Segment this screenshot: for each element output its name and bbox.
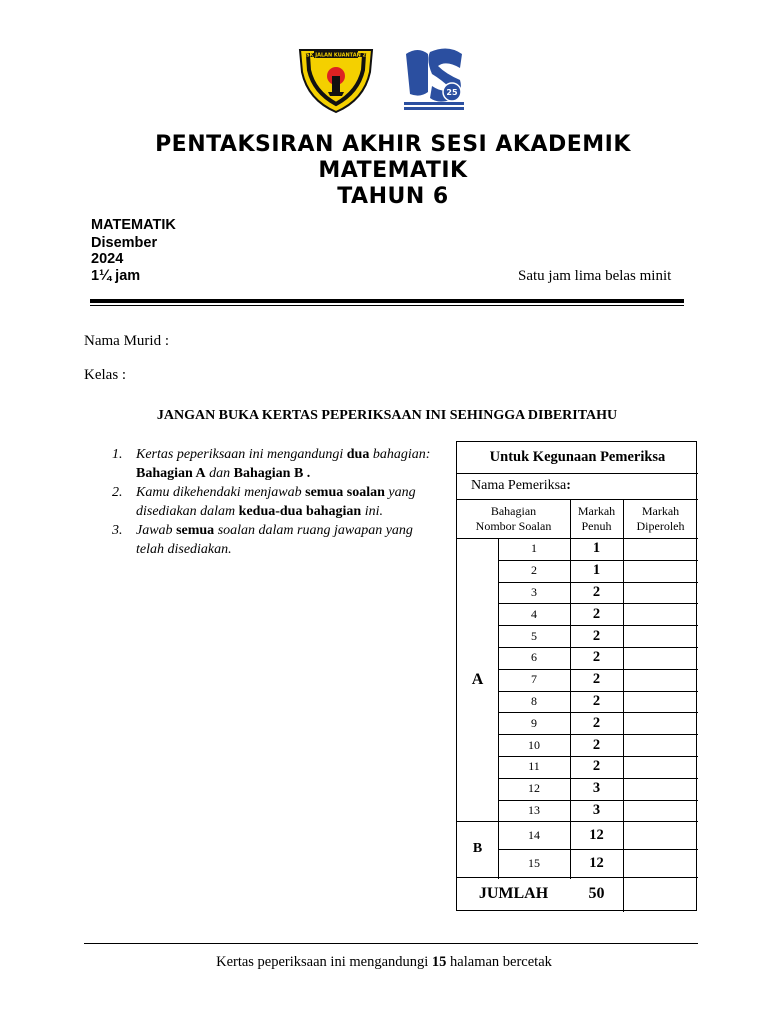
instruction-text: semua: [176, 523, 215, 538]
program-logo: [402, 46, 466, 112]
footer-text: [0, 954, 768, 971]
instruction-text: Kamu dikehendaki menjawab: [136, 485, 306, 500]
duration-label: 1¼ jam: [91, 268, 141, 284]
column-header-marks-obtained: [623, 499, 698, 538]
school-logo: [298, 46, 374, 114]
instruction-text: Jawab: [136, 523, 177, 538]
marks-obtained-field[interactable]: [623, 603, 698, 625]
column-header-section-line2: Nombor Soalan: [475, 518, 552, 533]
full-marks-value: 2: [592, 605, 601, 622]
subject-label: MATEMATIK: [91, 217, 176, 233]
instruction-text: .: [303, 466, 311, 481]
title-line-3: TAHUN 6: [337, 184, 449, 209]
instruction-number: 3.: [112, 523, 123, 538]
question-number: 12: [528, 781, 540, 796]
month-label: Disember: [91, 235, 158, 251]
column-header-section-line1: Bahagian: [490, 503, 537, 518]
question-number: 9: [531, 715, 537, 730]
footer-text-before: Kertas peperiksaan ini mengandungi: [216, 954, 432, 970]
instruction-item: [112, 445, 432, 483]
question-number: 14: [528, 827, 540, 842]
footer-rule: [84, 943, 698, 944]
instruction-text: Kertas peperiksaan ini mengandungi: [136, 447, 347, 462]
full-marks-value: 12: [589, 826, 604, 843]
question-number: 10: [528, 737, 540, 752]
program-logo-number: 25: [446, 88, 458, 97]
marks-obtained-field[interactable]: [623, 734, 698, 756]
full-marks-value: 2: [592, 649, 601, 666]
student-name-label: Nama Murid :: [84, 333, 169, 349]
marks-obtained-field[interactable]: [623, 582, 698, 604]
column-header-section: [457, 499, 570, 538]
full-marks-value: 2: [592, 758, 601, 775]
column-header-marks-obtained-line2: Diperoleh: [636, 518, 685, 533]
header-rule-thin: [90, 305, 684, 306]
marks-obtained-field[interactable]: [623, 647, 698, 669]
full-marks-value: 2: [592, 627, 601, 644]
total-value: 50: [588, 884, 605, 902]
marks-obtained-field[interactable]: [623, 821, 698, 849]
warning-text: JANGAN BUKA KERTAS PEPERIKSAAN INI SEHINGGA DIBERITAHU: [156, 408, 618, 423]
title-line-2: MATEMATIK: [318, 158, 468, 183]
footer-text-after: halaman bercetak: [446, 954, 552, 970]
question-number: 8: [531, 693, 537, 708]
question-number: 11: [528, 759, 540, 774]
total-marks-obtained-field[interactable]: [623, 877, 698, 910]
instructions-list: [112, 445, 432, 559]
full-marks-value: 1: [592, 562, 601, 579]
examiner-name-field[interactable]: [471, 473, 698, 499]
instruction-text: dan: [205, 466, 234, 481]
examiner-table: [456, 441, 697, 911]
instruction-text: ini.: [361, 504, 383, 519]
duration-words: Satu jam lima belas minit: [518, 268, 672, 284]
question-number: 7: [531, 672, 537, 687]
title-line-1: PENTAKSIRAN AKHIR SESI AKADEMIK: [155, 132, 631, 157]
question-number: 5: [531, 628, 537, 643]
question-number: 6: [531, 650, 537, 665]
marks-obtained-field[interactable]: [623, 800, 698, 822]
instruction-text: bahagian:: [369, 447, 431, 462]
full-marks-value: 12: [589, 854, 604, 871]
full-marks-value: 2: [592, 714, 601, 731]
full-marks-value: 1: [592, 540, 601, 557]
footer-page-count: 15: [431, 954, 447, 970]
examiner-name-colon: :: [566, 478, 571, 493]
column-header-full-marks-line2: Penuh: [581, 518, 612, 533]
instruction-text: semua soalan: [305, 485, 385, 500]
year-label: 2024: [91, 251, 124, 267]
class-label: Kelas :: [84, 367, 127, 383]
instruction-text: dua: [346, 447, 370, 462]
column-header-full-marks: [570, 499, 623, 538]
total-label: JUMLAH: [478, 884, 549, 902]
instruction-number: 1.: [112, 447, 123, 462]
question-number: 15: [528, 855, 540, 870]
full-marks-value: 2: [592, 583, 601, 600]
instruction-text: yang disediakan dalam: [136, 485, 416, 519]
instruction-text: Bahagian A: [136, 466, 206, 481]
full-marks-value: 2: [592, 692, 601, 709]
full-marks-value: 2: [592, 671, 601, 688]
school-logo-text: SK JALAN KUANTAN 2: [306, 52, 366, 59]
instruction-item: [112, 483, 432, 521]
marks-obtained-field[interactable]: [623, 669, 698, 691]
section-b-label: B: [472, 841, 483, 857]
question-number: 3: [531, 584, 537, 599]
column-header-full-marks-line1: Markah: [577, 503, 616, 518]
full-marks-value: 3: [592, 780, 601, 797]
question-number: 13: [528, 802, 540, 817]
marks-obtained-field[interactable]: [623, 560, 698, 582]
question-number: 1: [531, 541, 537, 556]
marks-obtained-field[interactable]: [623, 778, 698, 800]
marks-obtained-field[interactable]: [623, 756, 698, 778]
instruction-text: soalan dalam ruang jawapan yang telah disediakan.: [136, 523, 413, 557]
table-title: Untuk Kegunaan Pemeriksa: [489, 449, 666, 465]
header-rule-thick: [90, 299, 684, 303]
question-number: 4: [531, 606, 537, 621]
column-header-marks-obtained-line1: Markah: [641, 503, 680, 518]
marks-obtained-field[interactable]: [623, 691, 698, 713]
marks-obtained-field[interactable]: [623, 849, 698, 877]
marks-obtained-field[interactable]: [623, 625, 698, 647]
instruction-text: kedua-dua bahagian: [238, 504, 362, 519]
full-marks-value: 2: [592, 736, 601, 753]
instruction-number: 2.: [112, 485, 123, 500]
section-a-label: A: [471, 670, 484, 688]
examiner-name-label: Nama Pemeriksa: [471, 478, 567, 493]
question-number: 2: [531, 563, 537, 578]
instruction-text: Bahagian B: [233, 466, 304, 481]
instruction-item: [112, 521, 432, 559]
marks-obtained-field[interactable]: [623, 538, 698, 560]
full-marks-value: 3: [592, 801, 601, 818]
marks-obtained-field[interactable]: [623, 712, 698, 734]
